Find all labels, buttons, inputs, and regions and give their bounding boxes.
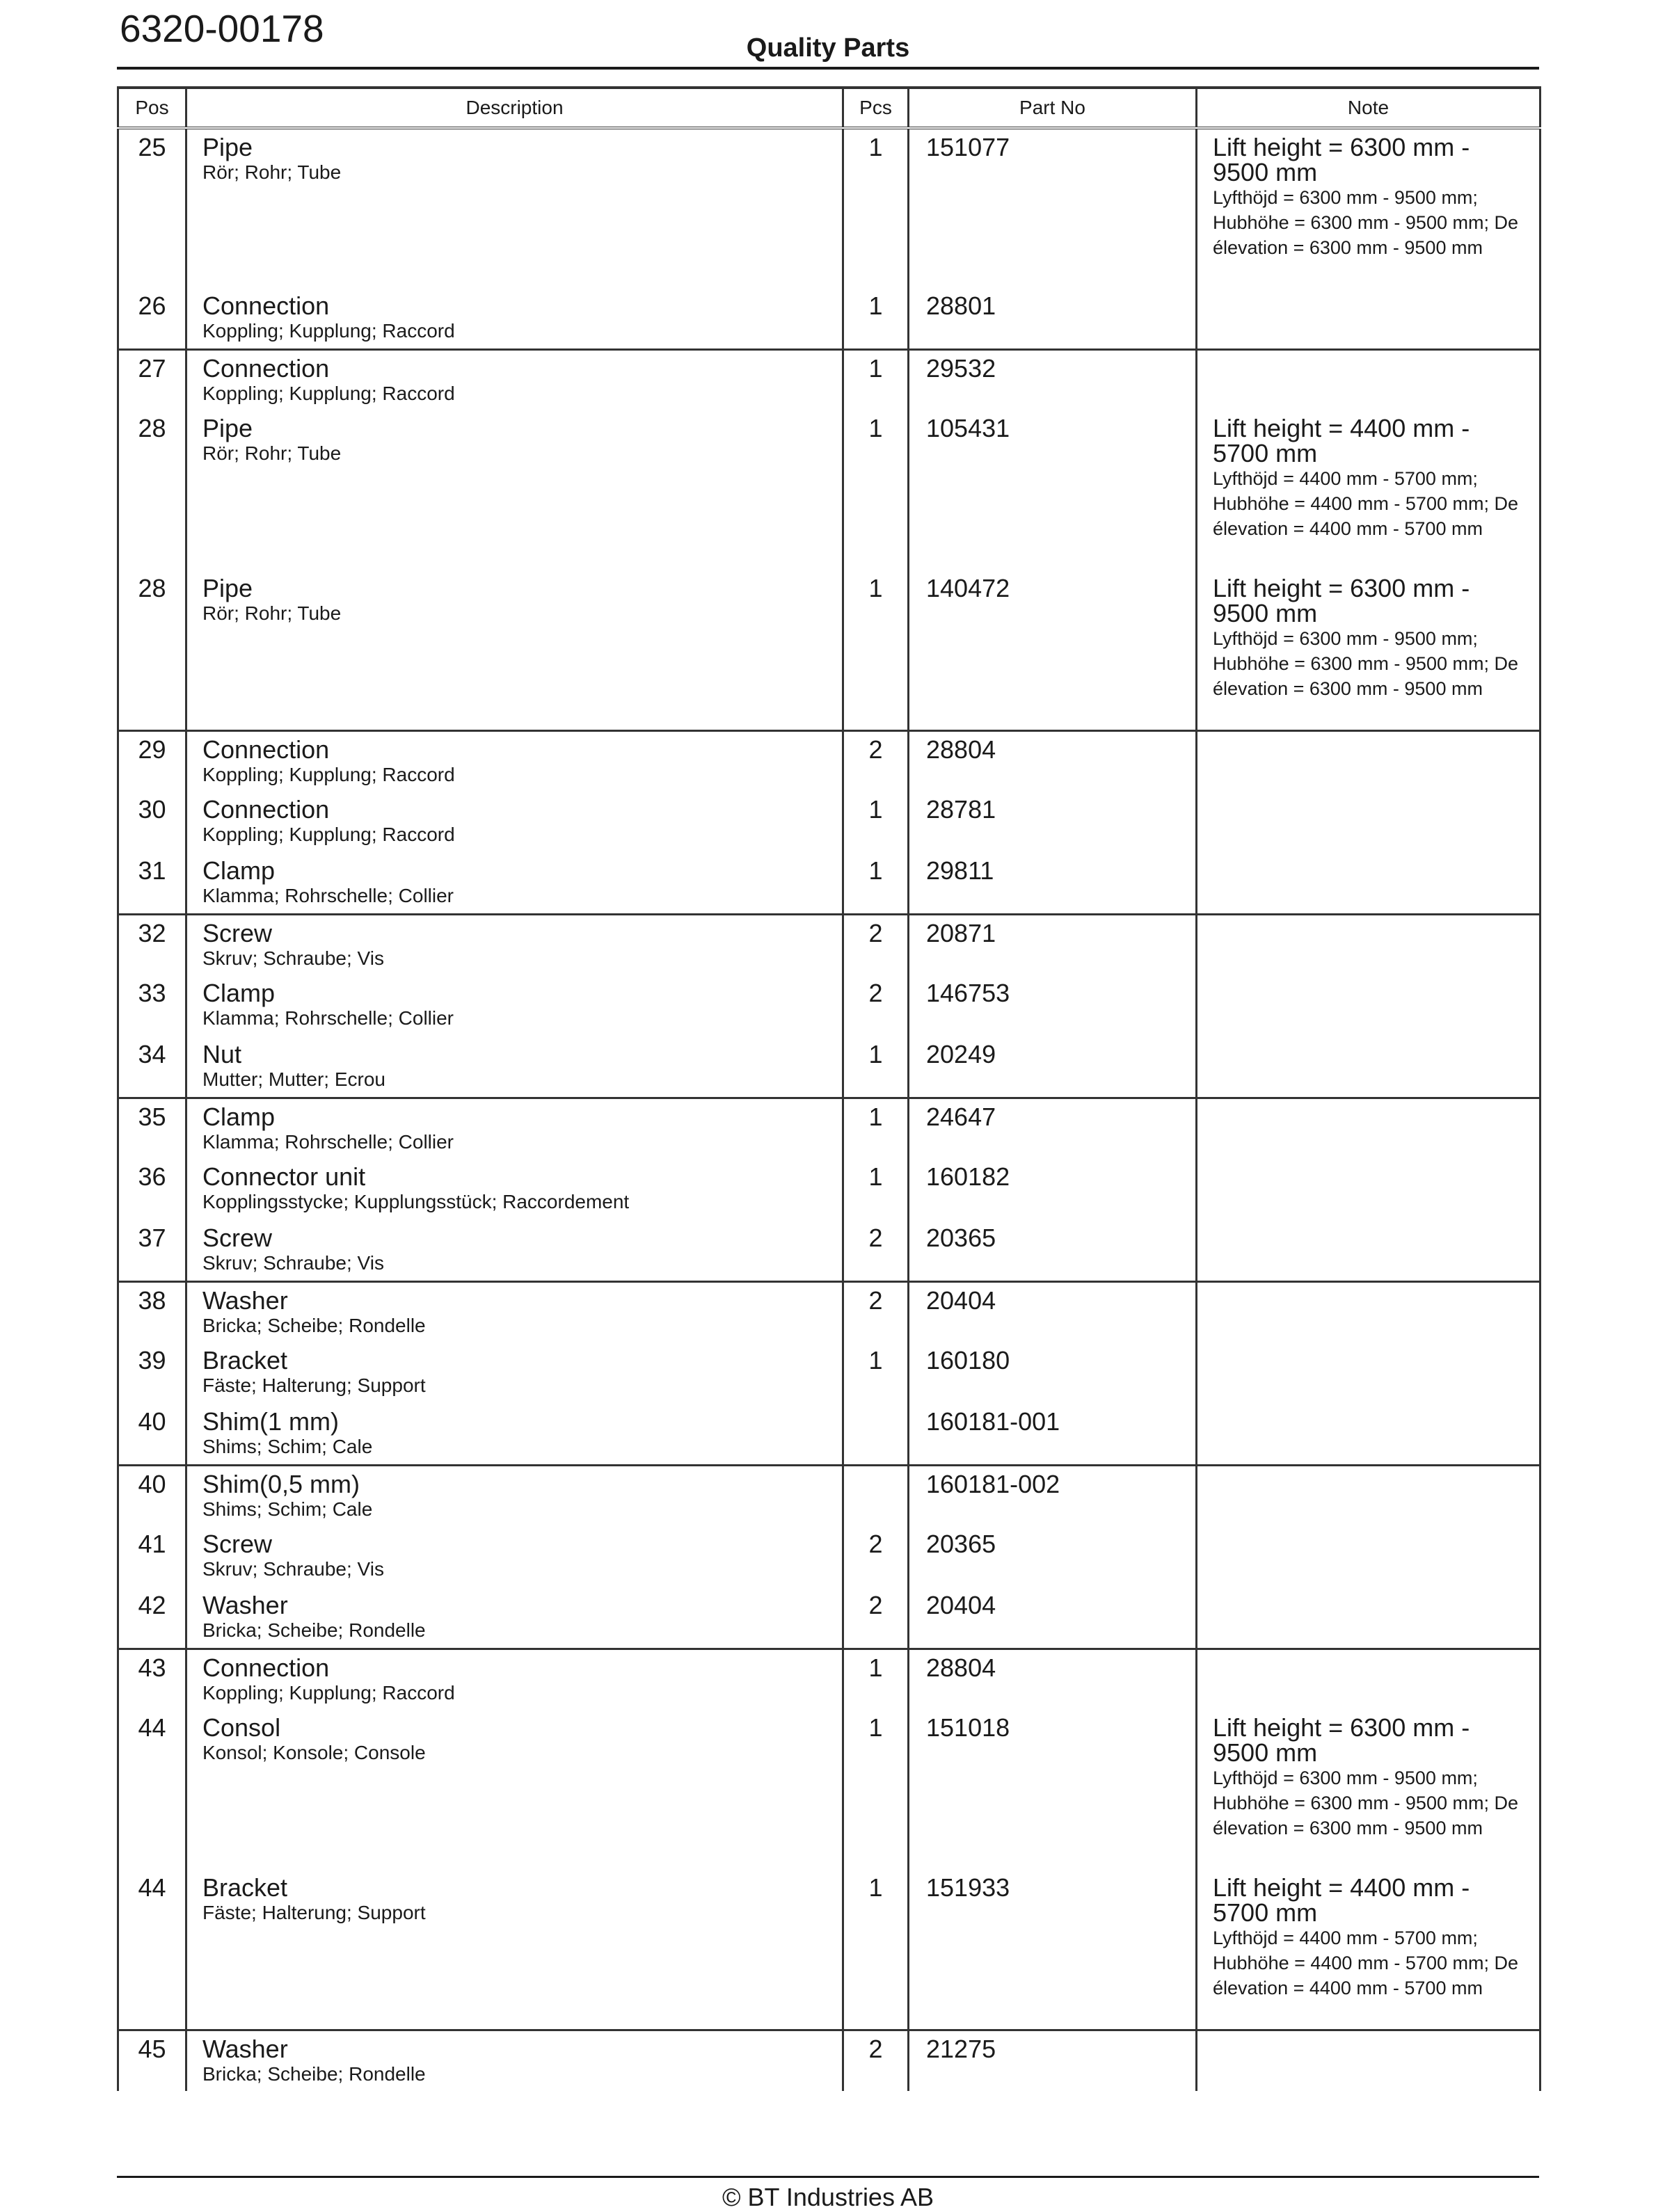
note-text: Lift height = 4400 mm - 5700 mm [1213,1873,1470,1927]
pos-cell: 43 [118,1649,186,1710]
part-name: Pipe [202,574,253,602]
pos-cell: 26 [118,288,186,349]
table-row [118,1036,1540,1098]
column-header-description: Description [186,88,843,128]
part-name-translations: Klamma; Rohrschelle; Collier [202,1007,454,1029]
pcs-cell: 1 [843,1649,909,1710]
pos-cell: 35 [118,1098,186,1159]
part-name-translations: Shims; Schim; Cale [202,1436,373,1457]
part-name: Shim(0,5 mm) [202,1469,360,1498]
part-name: Washer [202,1285,288,1315]
part-name: Clamp [202,856,276,885]
part-name: Washer [202,1591,288,1619]
description-cell [186,2030,843,2091]
part-name-translations: Shims; Schim; Cale [202,1498,373,1520]
pos-cell: 37 [118,1220,186,1281]
note-cell [1197,1710,1540,1870]
description-cell [186,1404,843,1465]
pcs-cell: 1 [843,1036,909,1098]
pos-cell: 45 [118,2030,186,2091]
part-name: Screw [202,1224,273,1252]
pcs-cell: 1 [843,1343,909,1404]
pos-cell: 32 [118,914,186,975]
note-cell [1197,410,1540,570]
part-number-cell: 160181-001 [909,1404,1197,1465]
part-number-cell: 28801 [909,288,1197,349]
description-cell [186,1870,843,2030]
pcs-cell: 1 [843,792,909,853]
column-header-pos: Pos [118,88,186,128]
pcs-cell: 1 [843,1159,909,1220]
pcs-cell: 1 [843,288,909,349]
note-cell [1197,792,1540,853]
pos-cell: 31 [118,853,186,914]
note-cell [1197,1220,1540,1281]
note-cell [1197,853,1540,914]
note-text: Lift height = 6300 mm - 9500 mm [1213,1713,1470,1767]
pos-cell: 44 [118,1710,186,1870]
part-name: Screw [202,1530,273,1558]
table-row [118,1343,1540,1404]
column-header-pcs: Pcs [843,88,909,128]
note-cell [1197,914,1540,975]
table-row [118,1587,1540,1649]
part-number-cell: 20404 [909,1587,1197,1649]
pcs-cell: 1 [843,349,909,410]
part-name: Connection [202,291,330,320]
pcs-cell: 2 [843,1587,909,1649]
note-text: Lift height = 6300 mm - 9500 mm [1213,133,1470,186]
table-row [118,1465,1540,1526]
part-name: Bracket [202,1346,288,1375]
part-number-cell: 160181-002 [909,1465,1197,1526]
copyright-text: © BT Industries AB [722,2183,934,2211]
note-cell [1197,1281,1540,1343]
note-cell [1197,1526,1540,1587]
pcs-cell: 1 [843,410,909,570]
pcs-cell: 1 [843,570,909,730]
part-name: Clamp [202,979,276,1007]
table-row [118,1159,1540,1220]
part-number-cell: 151077 [909,128,1197,288]
part-name: Connection [202,795,330,824]
parts-table [117,86,1541,2091]
part-name-translations: Klamma; Rohrschelle; Collier [202,885,454,906]
note-translations: Lyfthöjd = 6300 mm - 9500 mm; Hubhöhe = 6300 mm - 9500 mm; De élevation = 6300 mm - 9500 mm [1213,1768,1518,1838]
part-name-translations: Koppling; Kupplung; Raccord [202,382,455,404]
pcs-cell: 2 [843,1526,909,1587]
note-cell [1197,1098,1540,1159]
part-name: Nut [202,1040,242,1068]
part-number-cell: 20871 [909,914,1197,975]
footer-divider [117,2176,1539,2178]
pcs-cell: 1 [843,1710,909,1870]
description-cell [186,730,843,792]
table-row [118,1220,1540,1281]
part-number-cell: 28804 [909,1649,1197,1710]
description-cell [186,1587,843,1649]
part-name: Bracket [202,1873,288,1902]
pcs-cell: 2 [843,730,909,792]
description-cell [186,1036,843,1098]
note-cell [1197,570,1540,730]
part-number-cell: 160182 [909,1159,1197,1220]
description-cell [186,349,843,410]
part-name-translations: Rör; Rohr; Tube [202,602,342,624]
note-text: Lift height = 6300 mm - 9500 mm [1213,574,1470,627]
pos-cell: 40 [118,1465,186,1526]
page-title: Quality Parts [746,33,910,63]
note-cell [1197,1465,1540,1526]
pcs-cell: 2 [843,914,909,975]
pos-cell: 36 [118,1159,186,1220]
pos-cell: 29 [118,730,186,792]
pcs-cell [843,1465,909,1526]
part-number-cell: 140472 [909,570,1197,730]
part-name-translations: Fäste; Halterung; Support [202,1375,426,1396]
part-name-translations: Bricka; Scheibe; Rondelle [202,2062,426,2085]
table-row [118,1710,1540,1870]
table-row [118,1281,1540,1343]
pos-cell: 33 [118,975,186,1036]
note-cell [1197,730,1540,792]
pos-cell: 38 [118,1281,186,1343]
part-number-cell: 20365 [909,1220,1197,1281]
part-number-cell: 160180 [909,1343,1197,1404]
part-name-translations: Koppling; Kupplung; Raccord [202,824,455,845]
pcs-cell: 1 [843,1098,909,1159]
pcs-cell: 2 [843,975,909,1036]
note-translations: Lyfthöjd = 6300 mm - 9500 mm; Hubhöhe = 6300 mm - 9500 mm; De élevation = 6300 mm - 9500 mm [1213,628,1518,699]
pos-cell: 28 [118,570,186,730]
part-number-cell: 151933 [909,1870,1197,2030]
part-number-cell: 29811 [909,853,1197,914]
description-cell [186,1343,843,1404]
part-name-translations: Koppling; Kupplung; Raccord [202,320,455,342]
column-header-part-no: Part No [909,88,1197,128]
pcs-cell: 2 [843,1220,909,1281]
table-row [118,1649,1540,1710]
part-number-cell: 21275 [909,2030,1197,2091]
part-name: Connection [202,1653,330,1682]
note-translations: Lyfthöjd = 6300 mm - 9500 mm; Hubhöhe = 6300 mm - 9500 mm; De élevation = 6300 mm - 9500 mm [1213,187,1518,258]
pos-cell: 42 [118,1587,186,1649]
description-cell [186,853,843,914]
description-cell [186,410,843,570]
note-cell [1197,288,1540,349]
pos-cell: 34 [118,1036,186,1098]
description-cell [186,1281,843,1343]
description-cell [186,570,843,730]
table-row [118,128,1540,288]
part-name-translations: Bricka; Scheibe; Rondelle [202,1314,426,1336]
part-name-translations: Bricka; Scheibe; Rondelle [202,1619,426,1641]
part-name-translations: Skruv; Schraube; Vis [202,1252,384,1274]
description-cell [186,128,843,288]
part-name: Connector unit [202,1162,366,1191]
part-number-cell: 105431 [909,410,1197,570]
part-name: Clamp [202,1102,276,1131]
part-name: Shim(1 mm) [202,1407,339,1436]
pos-cell: 30 [118,792,186,853]
pcs-cell: 1 [843,128,909,288]
part-name: Screw [202,918,273,947]
part-name: Pipe [202,133,253,161]
part-number-cell: 146753 [909,975,1197,1036]
table-row [118,914,1540,975]
description-cell [186,1649,843,1710]
description-cell [186,1710,843,1870]
part-name-translations: Kopplingsstycke; Kupplungsstück; Raccordement [202,1191,630,1212]
pcs-cell: 2 [843,1281,909,1343]
table-row [118,792,1540,853]
table-row [118,570,1540,730]
note-cell [1197,349,1540,410]
header-divider [117,67,1539,70]
description-cell [186,1159,843,1220]
description-cell [186,1526,843,1587]
pos-cell: 44 [118,1870,186,2030]
parts-table-body [118,128,1540,2091]
table-row [118,2030,1540,2091]
description-cell [186,1220,843,1281]
document-number: 6320-00178 [120,7,324,50]
part-name-translations: Rör; Rohr; Tube [202,161,342,183]
pcs-cell: 1 [843,853,909,914]
table-header-row [118,88,1540,128]
table-row [118,1870,1540,2030]
table-row [118,975,1540,1036]
table-row [118,1098,1540,1159]
table-row [118,349,1540,410]
pcs-cell: 1 [843,1870,909,2030]
column-header-note: Note [1197,88,1540,128]
part-name-translations: Konsol; Konsole; Console [202,1742,426,1763]
pos-cell: 39 [118,1343,186,1404]
description-cell [186,1465,843,1526]
part-number-cell: 20404 [909,1281,1197,1343]
table-row [118,1404,1540,1465]
part-name: Consol [202,1713,281,1742]
note-cell [1197,1343,1540,1404]
pos-cell: 28 [118,410,186,570]
note-cell [1197,1159,1540,1220]
description-cell [186,288,843,349]
note-translations: Lyfthöjd = 4400 mm - 5700 mm; Hubhöhe = 4400 mm - 5700 mm; De élevation = 4400 mm - 5700 mm [1213,1928,1518,1998]
pos-cell: 41 [118,1526,186,1587]
note-cell [1197,1649,1540,1710]
note-cell [1197,128,1540,288]
part-name-translations: Skruv; Schraube; Vis [202,1558,384,1580]
part-name: Washer [202,2034,288,2063]
part-number-cell: 28781 [909,792,1197,853]
note-cell [1197,1587,1540,1649]
part-number-cell: 28804 [909,730,1197,792]
part-number-cell: 151018 [909,1710,1197,1870]
part-name-translations: Klamma; Rohrschelle; Collier [202,1130,454,1153]
table-row [118,853,1540,914]
note-translations: Lyfthöjd = 4400 mm - 5700 mm; Hubhöhe = 4400 mm - 5700 mm; De élevation = 4400 mm - 5700 mm [1213,468,1518,539]
part-name-translations: Koppling; Kupplung; Raccord [202,763,455,785]
table-row [118,410,1540,570]
part-name: Pipe [202,414,253,442]
description-cell [186,792,843,853]
pos-cell: 27 [118,349,186,410]
table-row [118,288,1540,349]
description-cell [186,1098,843,1159]
description-cell [186,914,843,975]
pos-cell: 40 [118,1404,186,1465]
pos-cell: 25 [118,128,186,288]
note-cell [1197,1036,1540,1098]
table-row [118,730,1540,792]
part-number-cell: 20249 [909,1036,1197,1098]
part-name-translations: Mutter; Mutter; Ecrou [202,1068,385,1090]
description-cell [186,975,843,1036]
note-cell [1197,1404,1540,1465]
part-name: Connection [202,735,330,764]
part-number-cell: 24647 [909,1098,1197,1159]
part-name-translations: Skruv; Schraube; Vis [202,947,384,969]
part-number-cell: 20365 [909,1526,1197,1587]
part-name: Connection [202,353,330,383]
table-row [118,1526,1540,1587]
note-cell [1197,2030,1540,2091]
pcs-cell [843,1404,909,1465]
note-text: Lift height = 4400 mm - 5700 mm [1213,414,1470,467]
note-cell [1197,975,1540,1036]
part-name-translations: Rör; Rohr; Tube [202,442,342,464]
part-name-translations: Koppling; Kupplung; Raccord [202,1681,455,1704]
part-number-cell: 29532 [909,349,1197,410]
note-cell [1197,1870,1540,2030]
pcs-cell: 2 [843,2030,909,2091]
part-name-translations: Fäste; Halterung; Support [202,1902,426,1923]
